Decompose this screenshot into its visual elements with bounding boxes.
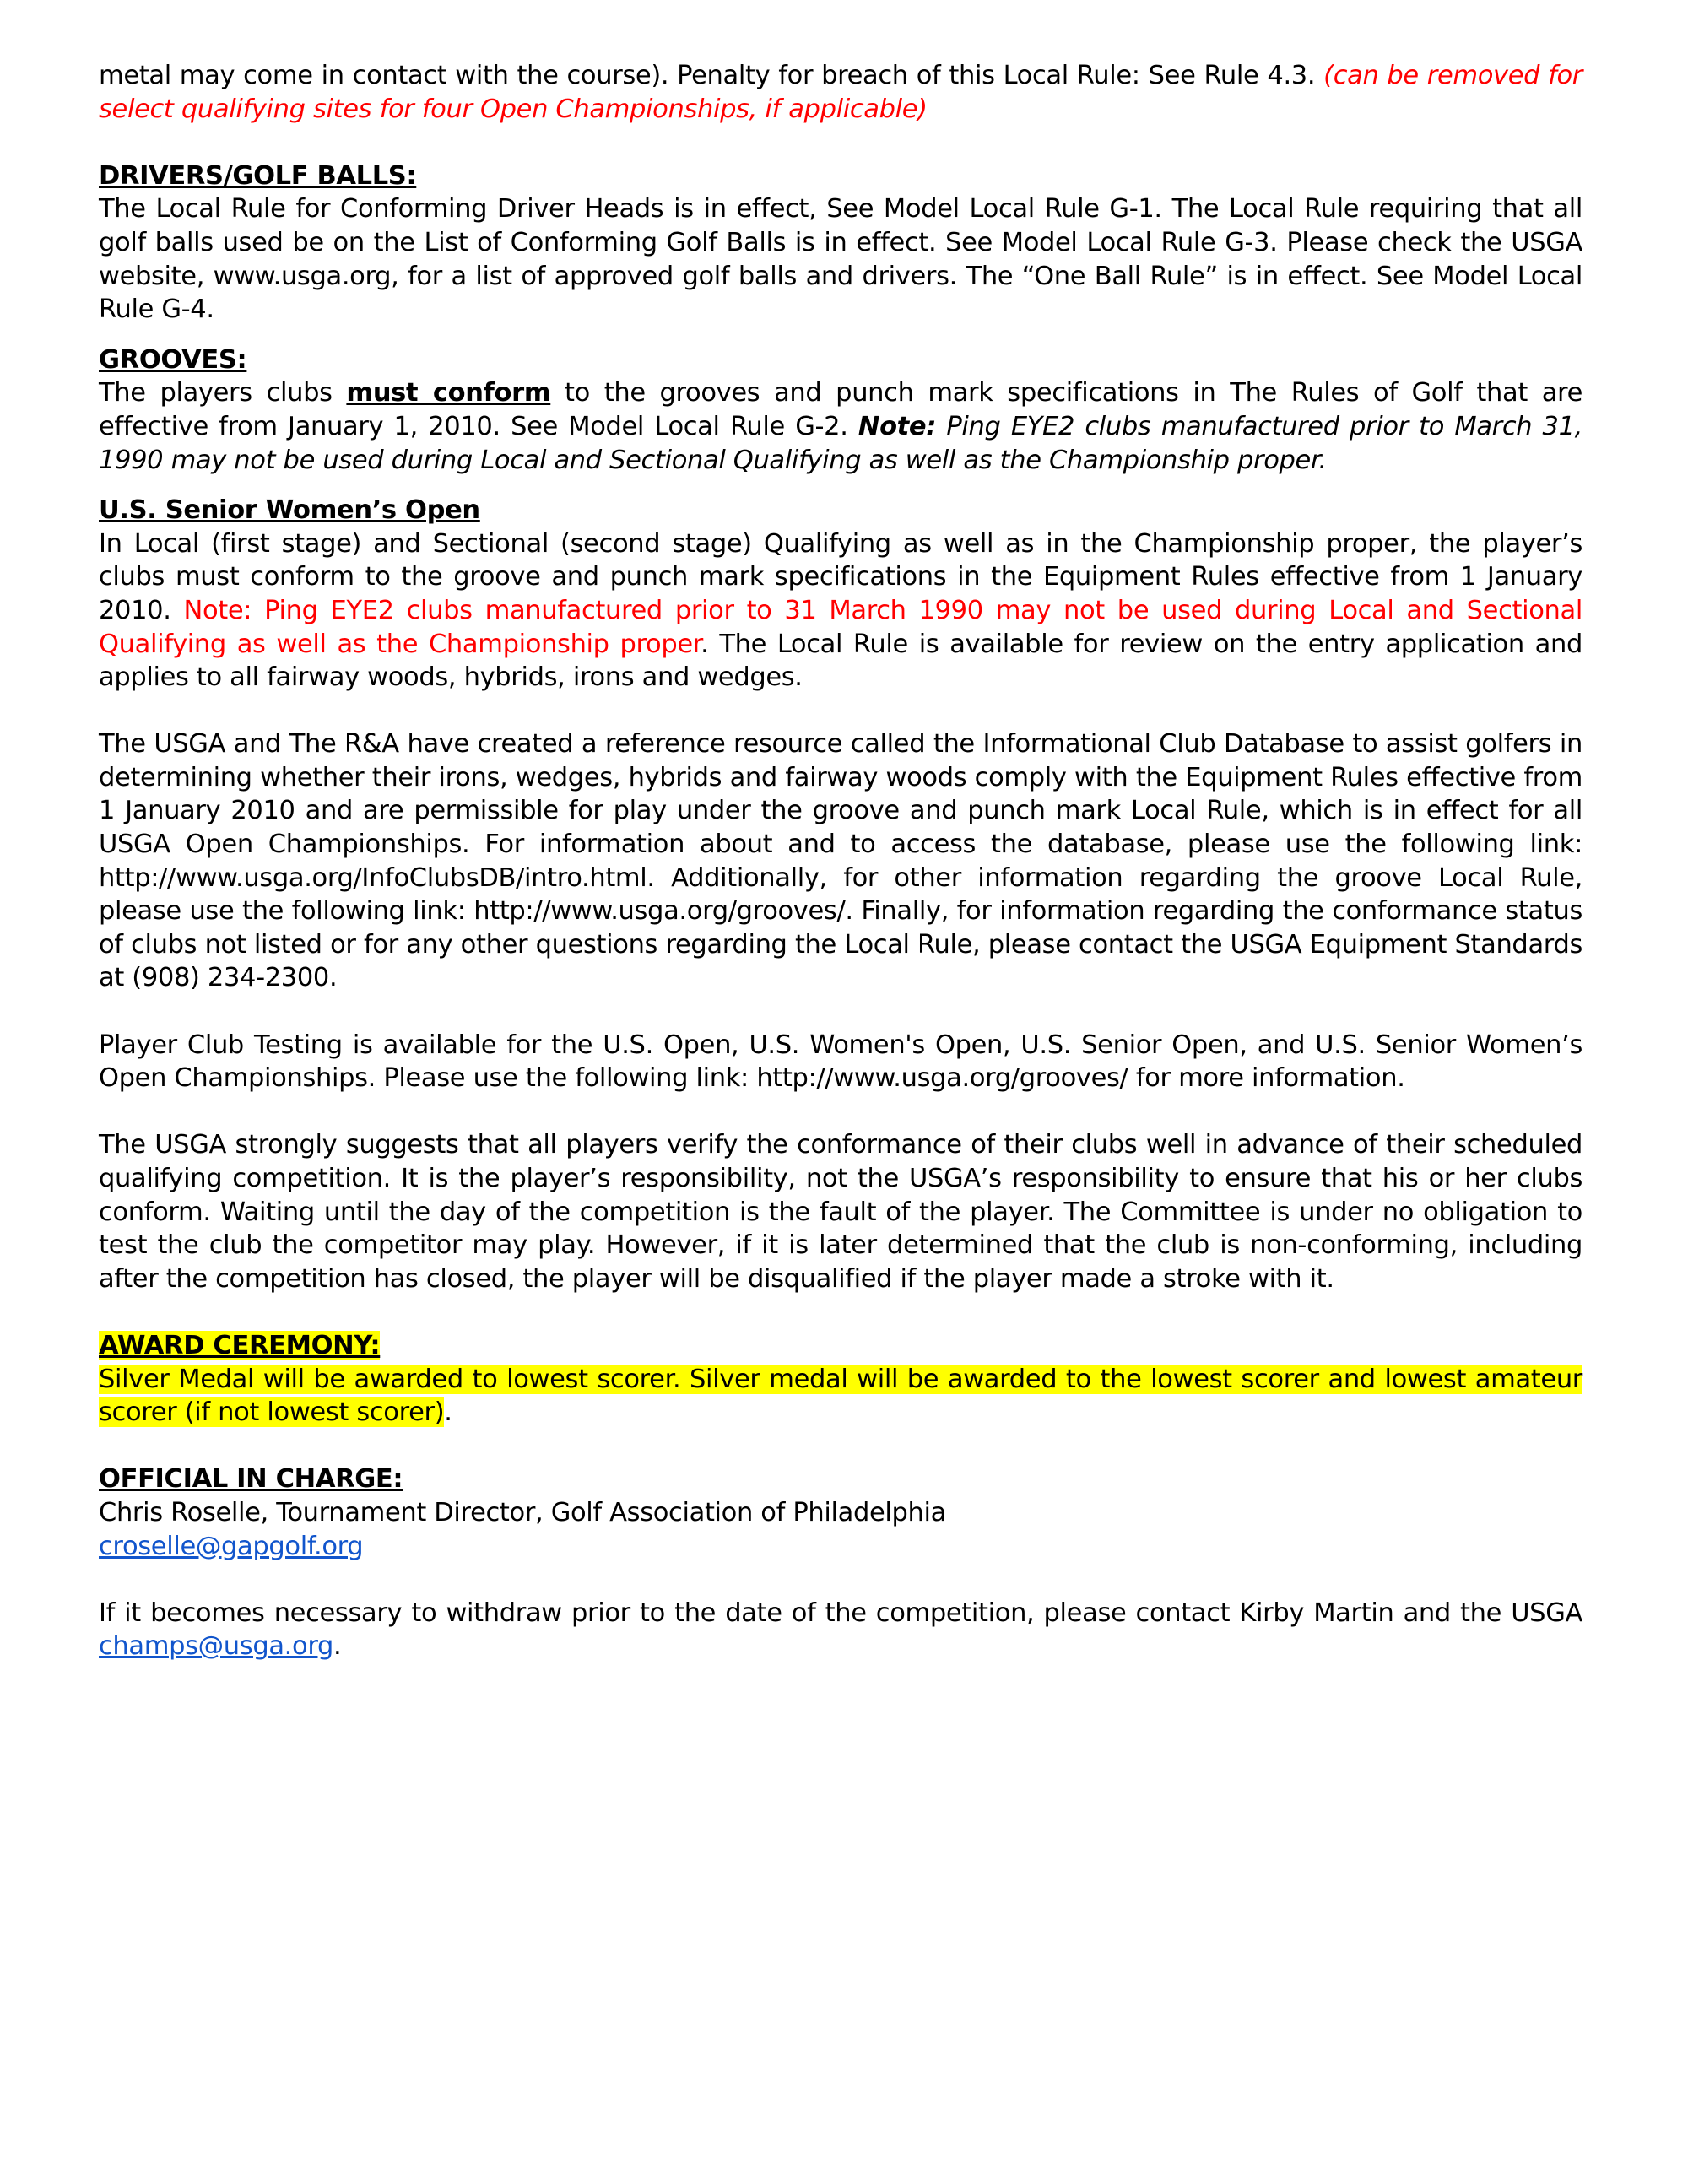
senior-paragraph bbox=[99, 527, 1582, 695]
drivers-heading: DRIVERS/GOLF BALLS: bbox=[99, 160, 417, 191]
senior-heading: U.S. Senior Women’s Open bbox=[99, 495, 480, 526]
drivers-paragraph: The Local Rule for Conforming Driver Heads is in effect, See Model Local Rule G-1. The Local Rule requiring that all golf balls used be on the List of Conforming Golf Balls is in effect. See Model Local Rule G-3. Please check the USGA website, www.usga.org, for a list of approved golf balls and drivers. The “One Ball Rule” is in effect. See Model Local Rule G-4. bbox=[99, 194, 1582, 325]
grooves-note-text: Ping EYE2 clubs manufactured prior to March 31, 1990 may not be used during Local and Sectional Qualifying as well as the Championship proper. bbox=[99, 411, 1583, 475]
grooves-heading: GROOVES: bbox=[99, 344, 247, 375]
award-heading-line bbox=[99, 1329, 1582, 1363]
grooves-paragraph bbox=[99, 376, 1582, 477]
senior-post: . The Local Rule is available for review on the entry application and applies to all fairway woods, hybrids, irons and wedges. bbox=[99, 629, 1582, 693]
senior-red-note: Note: Ping EYE2 clubs manufactured prior to 31 March 1990 may not be used during Local and Sectional Qualifying as well as the Championship proper bbox=[99, 595, 1582, 659]
senior-text: In Local (first stage) and Sectional (second stage) Qualifying as well as in the Championship proper, the player’s clubs must conform to the groove and punch mark specifications in the Equipment Rules effective from 1 January 2010. bbox=[99, 528, 1582, 625]
award-heading: AWARD CEREMONY: bbox=[99, 1330, 381, 1360]
award-end: . bbox=[444, 1397, 452, 1428]
grooves-pre: The players clubs bbox=[99, 378, 347, 408]
grooves-emphasis: must conform bbox=[346, 378, 551, 408]
official-email-line bbox=[99, 1530, 1582, 1564]
database-paragraph: The USGA and The R&A have created a reference resource called the Informational Club Database to assist golfers in determining whether their irons, wedges, hybrids and fairway woods comply with the Equipment Rules effective from 1 January 2010 and are permissible for play under the groove and punch mark Local Rule, which is in effect for all USGA Open Championships. For information about and to access the database, please use the following link: http://www.usga.org/InfoClubsDB/intro.html. Additionally, for other information regarding the groove Local Rule, please use the following link: http://www.usga.org/grooves/. Finally, for information regarding the conformance status of clubs not listed or for any other questions regarding the Local Rule, please contact the USGA Equipment Standards at (908) 234-2300. bbox=[99, 729, 1582, 993]
withdraw-email-link[interactable]: champs@usga.org bbox=[99, 1631, 333, 1662]
intro-red-note: (can be removed for select qualifying sites for four Open Championships, if applicable) bbox=[99, 61, 1582, 124]
award-paragraph bbox=[99, 1363, 1582, 1430]
document-body bbox=[99, 59, 1582, 1663]
award-text: Silver Medal will be awarded to lowest scorer. Silver medal will be awarded to the lowest scorer and lowest amateur scorer (if not lowest scorer) bbox=[99, 1364, 1582, 1428]
official-email-link[interactable]: croselle@gapgolf.org bbox=[99, 1531, 364, 1561]
withdraw-paragraph bbox=[99, 1597, 1582, 1663]
official-heading: OFFICIAL IN CHARGE: bbox=[99, 1464, 403, 1495]
testing-paragraph: Player Club Testing is available for the U.S. Open, U.S. Women's Open, U.S. Senior Open, and U.S. Senior Women’s Open Championships. Please use the following link: http://www.usga.org/grooves/ for more information. bbox=[99, 1030, 1582, 1094]
grooves-note-label: Note: bbox=[858, 411, 937, 441]
official-name: Chris Roselle, Tournament Director, Golf Association of Philadelphia bbox=[99, 1497, 946, 1527]
grooves-post: to the grooves and punch mark specifications in The Rules of Golf that are effective from January 1, 2010. See Model Local Rule G-2. bbox=[99, 378, 1582, 441]
verify-paragraph: The USGA strongly suggests that all players verify the conformance of their clubs well in advance of their scheduled qualifying competition. It is the player’s responsibility, not the USGA’s responsibility to ensure that his or her clubs conform. Waiting until the day of the competition is the fault of the player. The Committee is under no obligation to test the club the competitor may play. However, if it is later determined that the club is non-conforming, including after the competition has closed, the player will be disqualified if the player made a stroke with it. bbox=[99, 1130, 1582, 1294]
withdraw-text: If it becomes necessary to withdraw prior to the date of the competition, please contact Kirby Martin and the USGA bbox=[99, 1597, 1582, 1628]
intro-paragraph bbox=[99, 59, 1582, 126]
withdraw-end: . bbox=[333, 1631, 342, 1662]
intro-text: metal may come in contact with the course). Penalty for breach of this Local Rule: See Rule 4.3. bbox=[99, 61, 1324, 90]
